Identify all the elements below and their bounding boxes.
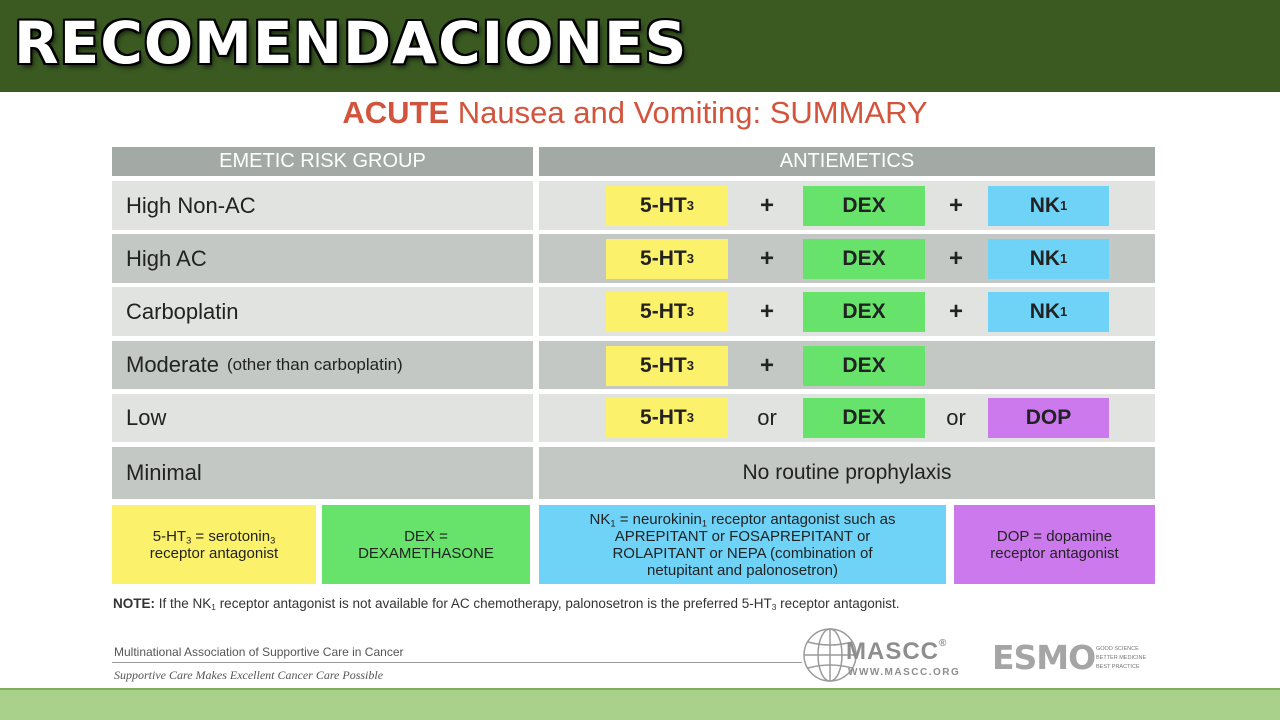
legend-text: DOP = dopamine (996, 527, 1113, 545)
note-sub: 1 (211, 602, 216, 613)
legend-text: = serotonin (191, 527, 271, 545)
legend-sub: 1 (701, 517, 708, 528)
drug-nk1-text: NK (1029, 247, 1061, 270)
or-operator: or (946, 405, 966, 430)
legend-text: NK (589, 510, 611, 528)
legend-nk1-text (590, 511, 896, 579)
plus-operator: + (948, 245, 963, 272)
legend-text: ROLAPITANT or NEPA (combination of (612, 544, 873, 562)
row-label-high-non-ac (112, 181, 533, 230)
row-label-text: Low (126, 405, 167, 430)
slide-title (0, 95, 1270, 131)
esmo-logo: ESMO (992, 638, 1096, 677)
mascc-trademark: ® (939, 638, 948, 649)
row-label-subtext: (other than carboplatin) (226, 355, 403, 374)
row-antiemetics-moderate (539, 341, 1155, 389)
footer-divider (112, 662, 802, 663)
legend-5ht3 (112, 505, 316, 584)
esmo-tag-line: BEST PRACTICE (1096, 664, 1140, 670)
row-label-text: High Non-AC (126, 192, 256, 218)
legend-sub: 3 (186, 534, 192, 545)
plus-operator: + (759, 245, 774, 272)
row-label-text: Carboplatin (126, 298, 239, 324)
row-label-minimal (112, 447, 533, 499)
legend-5ht3-text (150, 528, 278, 562)
header-title: RECOMENDACIONES (14, 9, 688, 77)
table-note (113, 596, 899, 611)
col-header-antiemetics: ANTIEMETICS (539, 147, 1155, 176)
legend-text: netupitant and palonosetron) (647, 561, 838, 579)
footer-tagline: Supportive Care Makes Excellent Cancer Care Possible (114, 668, 384, 682)
row-label-high-ac (112, 234, 533, 283)
drug-nk1-box: NK 1 (988, 186, 1109, 226)
drug-nk1-box: NK 1 (988, 239, 1109, 279)
row-label-moderate (112, 341, 533, 389)
drug-dex-box: DEX (803, 186, 925, 226)
or-operator: or (757, 405, 777, 430)
legend-text: DEX = (404, 527, 448, 545)
drug-5ht3-text: 5-HT (640, 300, 687, 323)
drug-dex-box: DEX (803, 346, 925, 386)
legend-sub: 3 (270, 534, 276, 545)
legend-dop-text (990, 528, 1118, 562)
drug-5ht3-box: 5-HT 3 (606, 292, 728, 332)
plus-operator: + (759, 352, 774, 379)
esmo-tag-line: GOOD SCIENCE (1096, 646, 1139, 652)
esmo-tag-line: BETTER MEDICINE (1096, 655, 1147, 661)
note-sub: 3 (771, 602, 777, 613)
drug-5ht3-box: 5-HT 3 (606, 346, 728, 386)
legend-dop (954, 505, 1155, 584)
row-label-text: High AC (126, 245, 207, 271)
row-antiemetics-high-non-ac (539, 181, 1155, 230)
row-label-low (112, 394, 533, 442)
legend-text: 5-HT (152, 527, 187, 545)
drug-nk1-box: NK 1 (988, 292, 1109, 332)
bottom-band (0, 688, 1280, 720)
mascc-name: MASCC (846, 638, 939, 665)
drug-dex-box: DEX (803, 239, 925, 279)
plus-operator: + (759, 298, 774, 325)
note-label: NOTE: (113, 596, 155, 611)
drug-dex-box: DEX (803, 292, 925, 332)
row-label-carboplatin (112, 287, 533, 336)
plus-operator: + (948, 298, 963, 325)
legend-text: DEXAMETHASONE (358, 544, 494, 562)
minimal-no-prophylaxis: No routine prophylaxis (539, 447, 1155, 499)
legend-text: = neurokinin (615, 510, 702, 528)
note-text: If the NK (155, 596, 212, 611)
slide-title-bold: ACUTE (342, 95, 450, 130)
legend-dex (322, 505, 530, 584)
row-label-text: Moderate (126, 352, 219, 377)
row-antiemetics-carboplatin (539, 287, 1155, 336)
note-text: receptor antagonist. (776, 596, 900, 611)
plus-operator: + (948, 192, 963, 219)
legend-text: receptor antagonist (149, 544, 279, 562)
header-bar (0, 0, 1280, 92)
legend-nk1 (539, 505, 946, 584)
drug-dop-box: DOP (988, 398, 1109, 438)
drug-5ht3-box: 5-HT 3 (606, 239, 728, 279)
plus-operator: + (759, 192, 774, 219)
drug-5ht3-box: 5-HT 3 (606, 186, 728, 226)
row-label-text: Minimal (126, 460, 202, 485)
legend-text: receptor antagonist (990, 544, 1119, 562)
drug-nk1-text: NK (1029, 300, 1061, 323)
legend-dex-text (358, 528, 494, 562)
esmo-tagline (1096, 645, 1146, 672)
mascc-url: WWW.MASCC.ORG (848, 667, 961, 678)
drug-5ht3-box: 5-HT 3 (606, 398, 728, 438)
drug-5ht3-text: 5-HT (640, 194, 687, 217)
col-header-risk-group: EMETIC RISK GROUP (112, 147, 533, 176)
drug-5ht3-text: 5-HT (640, 247, 687, 270)
row-antiemetics-low (539, 394, 1155, 442)
slide-title-rest: Nausea and Vomiting: SUMMARY (449, 95, 928, 130)
drug-nk1-text: NK (1029, 194, 1061, 217)
drug-5ht3-text: 5-HT (640, 354, 687, 377)
mascc-logo-text (846, 638, 947, 666)
legend-text: APREPITANT or FOSAPREPITANT or (614, 527, 871, 545)
drug-dex-box: DEX (803, 398, 925, 438)
drug-5ht3-text: 5-HT (640, 406, 687, 429)
legend-text: receptor antagonist such as (707, 510, 896, 528)
row-antiemetics-high-ac (539, 234, 1155, 283)
legend-sub: 1 (610, 517, 616, 528)
footer-org-name: Multinational Association of Supportive Care in Cancer (114, 645, 404, 659)
note-text: receptor antagonist is not available for AC chemotherapy, palonosetron is the preferred 5-HT (215, 596, 772, 611)
